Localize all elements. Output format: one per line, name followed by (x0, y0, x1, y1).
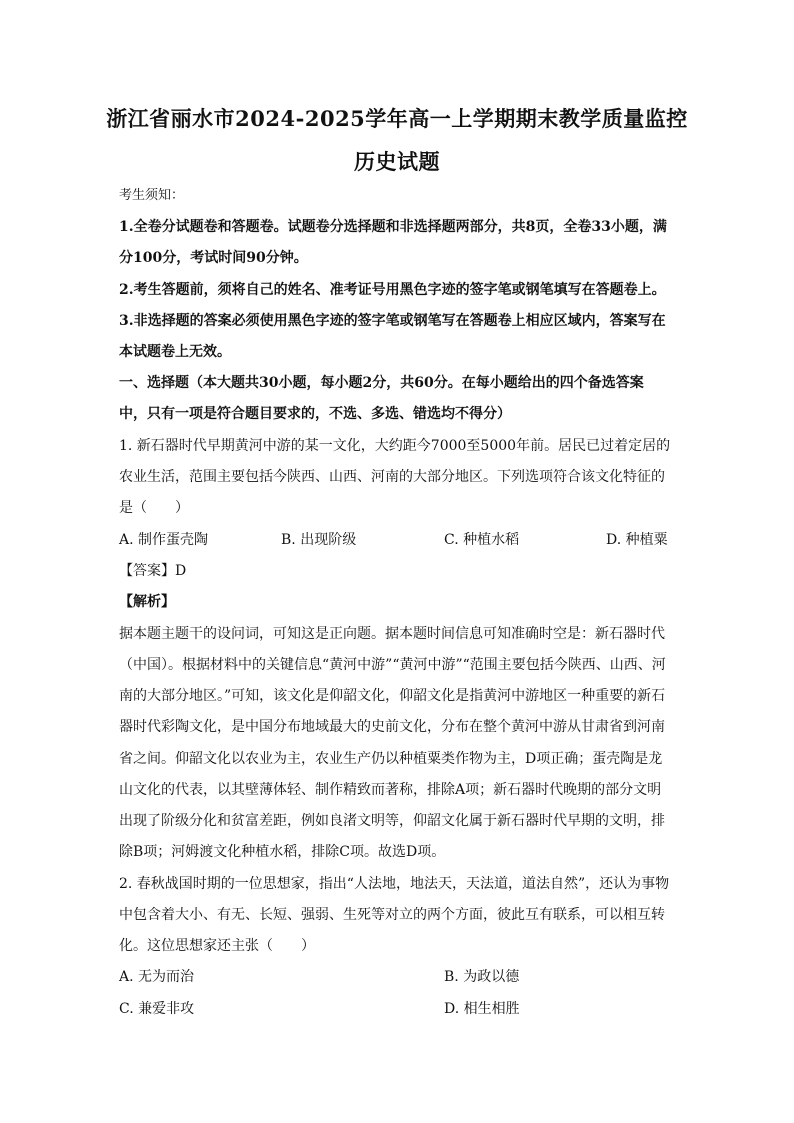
q1-stem-3: 是（ ） (119, 500, 189, 516)
q1-answer: 【答案】D (119, 563, 187, 579)
q2-stem-2: 中包含着大小、有无、长短、强弱、生死等对立的两个方面，彼此互有联系，可以相互转 (119, 907, 665, 923)
q1-analysis-line: 山文化的代表，以其壁薄体轻、制作精致而著称，排除A项；新石器时代晚期的部分文明 (119, 782, 662, 798)
q2-stem-3: 化。这位思想家还主张（ ） (119, 938, 315, 954)
q1-analysis-line: 据本题主题干的设问词，可知这是正向题。据本题时间信息可知准确时空是：新石器时代 (119, 626, 665, 642)
q1-option-a: A. 制作蛋壳陶 (119, 532, 209, 548)
section-heading-cont: 中，只有一项是符合题目要求的，不选、多选、错选均不得分） (119, 406, 511, 422)
notice-item-1-cont: 分100分，考试时间90分钟。 (119, 250, 308, 266)
page-title: 浙江省丽水市2024-2025学年高一上学期期末教学质量监控 (106, 106, 688, 131)
q1-analysis-line: （中国）。根据材料中的关键信息“黄河中游”“黄河中游”“范围主要包括今陕西、山西、河 (119, 657, 666, 673)
q2-option-c: C. 兼爱非攻 (119, 1001, 195, 1017)
notice-item-1: 1.全卷分试题卷和答题卷。试题卷分选择题和非选择题两部分，共8页，全卷33小题，满 (119, 219, 667, 235)
section-heading: 一、选择题（本大题共30小题，每小题2分，共60分。在每小题给出的四个备选答案 (119, 375, 644, 391)
q1-analysis-line: 器时代彩陶文化，是中国分布地域最大的史前文化，分布在整个黄河中游从甘肃省到河南 (119, 719, 665, 735)
q2-option-b: B. 为政以德 (444, 969, 520, 985)
page-subtitle: 历史试题 (354, 149, 440, 174)
q1-analysis-heading: 【解析】 (119, 594, 175, 610)
q1-stem-2: 农业生活，范围主要包括今陕西、山西、河南的大部分地区。下列选项符合该文化特征的 (119, 469, 665, 485)
q1-analysis-line: 除B项；河姆渡文化种植水稻，排除C项。故选D项。 (119, 844, 446, 860)
q2-stem-1: 2. 春秋战国时期的一位思想家，指出“人法地，地法天，天法道，道法自然”，还认为事物 (119, 876, 670, 892)
q1-analysis-line: 出现了阶级分化和贫富差距，例如良渚文明等，仰韶文化属于新石器时代早期的文明，排 (119, 813, 665, 829)
q1-option-d: D. 种植粟 (606, 532, 668, 548)
q2-option-d: D. 相生相胜 (444, 1001, 520, 1017)
q1-stem-1: 1. 新石器时代早期黄河中游的某一文化，大约距今7000至5000年前。居民已过着定居的 (119, 438, 671, 454)
q1-analysis-line: 南的大部分地区。”可知，该文化是仰韶文化，仰韶文化是指黄河中游地区一种重要的新石 (119, 688, 666, 704)
notice-heading: 考生须知： (119, 188, 185, 203)
q1-option-c: C. 种植水稻 (444, 532, 520, 548)
q1-option-b: B. 出现阶级 (281, 532, 357, 548)
q1-analysis-line: 省之间。仰韶文化以农业为主，农业生产仍以种植粟类作物为主，D项正确；蛋壳陶是龙 (119, 751, 663, 767)
notice-item-3: 3.非选择题的答案必须使用黑色字迹的签字笔或钢笔写在答题卷上相应区域内，答案写在 (119, 313, 666, 329)
notice-item-3-cont: 本试题卷上无效。 (119, 344, 231, 360)
q2-option-a: A. 无为而治 (119, 969, 195, 985)
notice-item-2: 2.考生答题前，须将自己的姓名、准考证号用黑色字迹的签字笔或钢笔填写在答题卷上。 (119, 282, 666, 298)
